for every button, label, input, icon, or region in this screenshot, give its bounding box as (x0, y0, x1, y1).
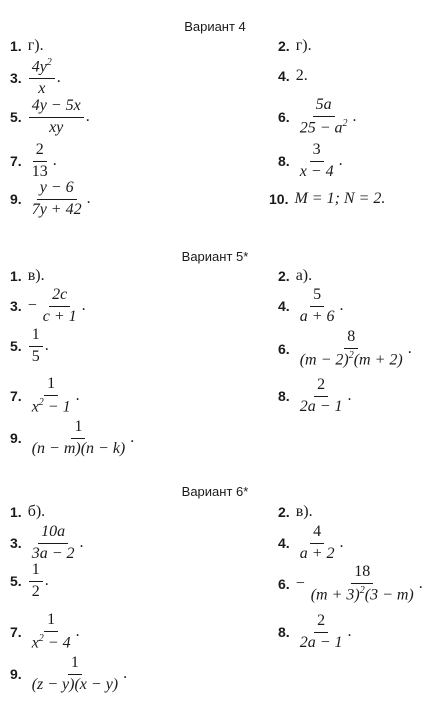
answer-item: 3. $\frac{10a}{3a - 2}$ . (10, 523, 84, 562)
answer-number: 9. (10, 666, 22, 682)
variant-title: Вариант 4 (184, 19, 246, 34)
denominator-tail: (3 − m) (364, 586, 414, 604)
answer-fraction (297, 328, 406, 369)
answer-fraction (40, 286, 80, 326)
answer-item: 6. − $\frac{18}{(m + 3)^2(3 - m)}$ . (278, 563, 423, 604)
fraction-denominator: c + 1 (42, 307, 77, 325)
minus-sign: − (27, 297, 37, 314)
answer-fraction (297, 523, 338, 563)
answer-fraction (29, 523, 78, 563)
fraction-denominator: 2a − 1 (299, 633, 343, 651)
answer-fraction (308, 563, 417, 604)
answer-number: 3. (10, 298, 22, 314)
answer-item (10, 502, 45, 522)
answer-number: 7. (10, 388, 22, 404)
fraction-numerator: 1 (68, 654, 82, 674)
answer-number: 1. (10, 268, 22, 284)
fraction-denominator: x (31, 398, 39, 416)
answer-fraction (297, 96, 351, 137)
fraction-numerator: 2c (49, 286, 70, 306)
fraction-denominator: x (38, 80, 46, 98)
fraction-numerator: 2 (314, 612, 328, 632)
answer-number: 4. (278, 535, 290, 551)
answer-item: 5. $\frac{1}{5}$ . (10, 326, 49, 365)
fraction-denominator: 3a − 2 (31, 544, 75, 562)
answer-item: 6. $\frac{8}{(m - 2)^2(m + 2)}$ . (278, 328, 412, 369)
fraction-denominator: 5 (31, 347, 40, 365)
variant-title: Вариант 5* (181, 249, 249, 264)
answer-number: 8. (278, 388, 290, 404)
fraction-numerator: 4y − 5x (29, 97, 84, 117)
fraction-numerator: 4y (31, 58, 47, 76)
answer-item: 3. $\frac{4y^2}{x}$ . (10, 57, 61, 98)
answer-text: в). (295, 503, 313, 520)
answer-item (269, 189, 385, 209)
answer-fraction (29, 179, 85, 219)
answer-text: г). (295, 37, 312, 54)
answer-item: 5. $\frac{4y - 5x}{xy}$ . (10, 97, 90, 136)
answer-number: 10. (269, 191, 289, 207)
answer-number: 3. (10, 535, 22, 551)
answer-fraction (297, 612, 346, 652)
exponent: 2 (359, 584, 365, 596)
answer-item: 4. $\frac{4}{a + 2}$ . (278, 523, 344, 562)
fraction-denominator: (z − y)(x − y) (31, 675, 119, 693)
exponent: 2 (348, 349, 354, 361)
answer-item: 4. $\frac{5}{a + 6}$ . (278, 286, 344, 325)
answer-fraction (29, 326, 43, 366)
answer-fraction (29, 561, 43, 601)
answer-text: M = 1; N = 2. (294, 190, 386, 207)
answer-number: 1. (10, 38, 22, 54)
answer-number: 6. (278, 576, 290, 592)
answer-fraction (29, 97, 84, 137)
fraction-numerator: 1 (29, 561, 43, 581)
answer-number: 5. (10, 109, 22, 125)
answer-item: 5. $\frac{1}{2}$ . (10, 561, 49, 600)
answer-fraction (29, 375, 74, 416)
answer-text: б). (27, 503, 46, 520)
answer-item: 9. $\frac{1}{(z - y)(x - y)}$ . (10, 654, 128, 693)
fraction-numerator: 8 (344, 328, 358, 348)
variant-title: Вариант 6* (181, 484, 249, 499)
fraction-denominator: a + 2 (299, 544, 335, 562)
fraction-numerator: 5 (310, 286, 324, 306)
answer-item: 9. $\frac{y - 6}{7y + 42}$ . (10, 179, 91, 218)
fraction-numerator: 4 (310, 523, 324, 543)
answer-item: 7. $\frac{1}{x^2 - 1}$ . (10, 375, 80, 416)
answer-item (10, 36, 44, 56)
answer-text: а). (295, 267, 313, 284)
fraction-denominator: 25 − a (299, 119, 343, 137)
answer-fraction (297, 141, 337, 181)
exponent: 2 (342, 117, 348, 129)
answer-fraction (29, 141, 51, 181)
fraction-numerator: 2 (33, 141, 47, 161)
fraction-denominator: a + 6 (299, 307, 335, 325)
answer-item: 6. $\frac{5a}{25 - a^2}$ . (278, 96, 357, 137)
fraction-numerator: y − 6 (37, 179, 77, 199)
answer-number: 5. (10, 338, 22, 354)
fraction-denominator: x (31, 634, 39, 652)
answer-fraction (297, 286, 338, 326)
exponent: 2 (38, 632, 44, 644)
answer-item: 9. $\frac{1}{(n - m)(n - k)}$ . (10, 418, 135, 457)
answer-item: 8. $\frac{2}{2a - 1}$ . (278, 376, 352, 415)
answer-item: 8. $\frac{2}{2a - 1}$ . (278, 612, 352, 651)
answer-item (278, 266, 312, 286)
fraction-numerator: 5a (313, 96, 335, 116)
answer-item: 7. $\frac{1}{x^2 - 4}$ . (10, 611, 80, 652)
answer-fraction (29, 654, 121, 694)
fraction-numerator: 1 (29, 326, 43, 346)
answer-number: 2. (278, 268, 290, 284)
answer-item: 3. − $\frac{2c}{c + 1}$ . (10, 286, 86, 325)
fraction-numerator: 2 (314, 376, 328, 396)
answer-number: 2. (278, 38, 290, 54)
fraction-numerator: 18 (351, 563, 373, 583)
denominator-tail: − 4 (43, 634, 71, 652)
denominator-tail: (m + 2) (353, 351, 403, 369)
fraction-denominator: 2a − 1 (299, 397, 343, 415)
fraction-denominator: (m − 2) (299, 351, 349, 369)
answer-number: 6. (278, 341, 290, 357)
answer-number: 4. (278, 68, 290, 84)
answer-fraction (29, 57, 55, 98)
answer-fraction (29, 611, 74, 652)
answer-number: 7. (10, 153, 22, 169)
answer-item: 8. $\frac{3}{x - 4}$ . (278, 141, 343, 180)
answer-number: 5. (10, 573, 22, 589)
answer-item: 7. $\frac{2}{13}$ . (10, 141, 57, 180)
answer-number: 3. (10, 70, 22, 86)
fraction-numerator: 1 (71, 418, 85, 438)
answer-item (278, 66, 308, 86)
answer-fraction (29, 418, 129, 458)
exponent: 2 (46, 57, 52, 69)
fraction-numerator: 1 (44, 375, 58, 395)
answer-number: 7. (10, 624, 22, 640)
exponent: 2 (38, 396, 44, 408)
answer-item (10, 266, 45, 286)
minus-sign: − (295, 575, 305, 592)
fraction-denominator: x − 4 (299, 162, 334, 180)
fraction-denominator: 2 (31, 582, 40, 600)
fraction-denominator: 7y + 42 (31, 200, 82, 218)
answer-text: в). (27, 267, 45, 284)
fraction-numerator: 3 (310, 141, 324, 161)
answer-number: 8. (278, 153, 290, 169)
answer-item (278, 502, 313, 522)
fraction-numerator: 10a (38, 523, 68, 543)
answer-number: 1. (10, 504, 22, 520)
fraction-denominator: xy (49, 118, 64, 136)
answer-fraction (297, 376, 346, 416)
answer-text: 2. (295, 67, 308, 84)
denominator-tail: − 1 (43, 398, 71, 416)
answer-text: г). (27, 37, 44, 54)
fraction-numerator: 1 (44, 611, 58, 631)
answer-number: 9. (10, 191, 22, 207)
fraction-denominator: (n − m)(n − k) (31, 439, 126, 457)
fraction-denominator: (m + 3) (310, 586, 360, 604)
answer-number: 2. (278, 504, 290, 520)
answer-item (278, 36, 312, 56)
answer-number: 9. (10, 430, 22, 446)
answer-number: 8. (278, 624, 290, 640)
answer-number: 4. (278, 298, 290, 314)
fraction-denominator: 13 (31, 162, 48, 180)
answer-number: 6. (278, 109, 290, 125)
